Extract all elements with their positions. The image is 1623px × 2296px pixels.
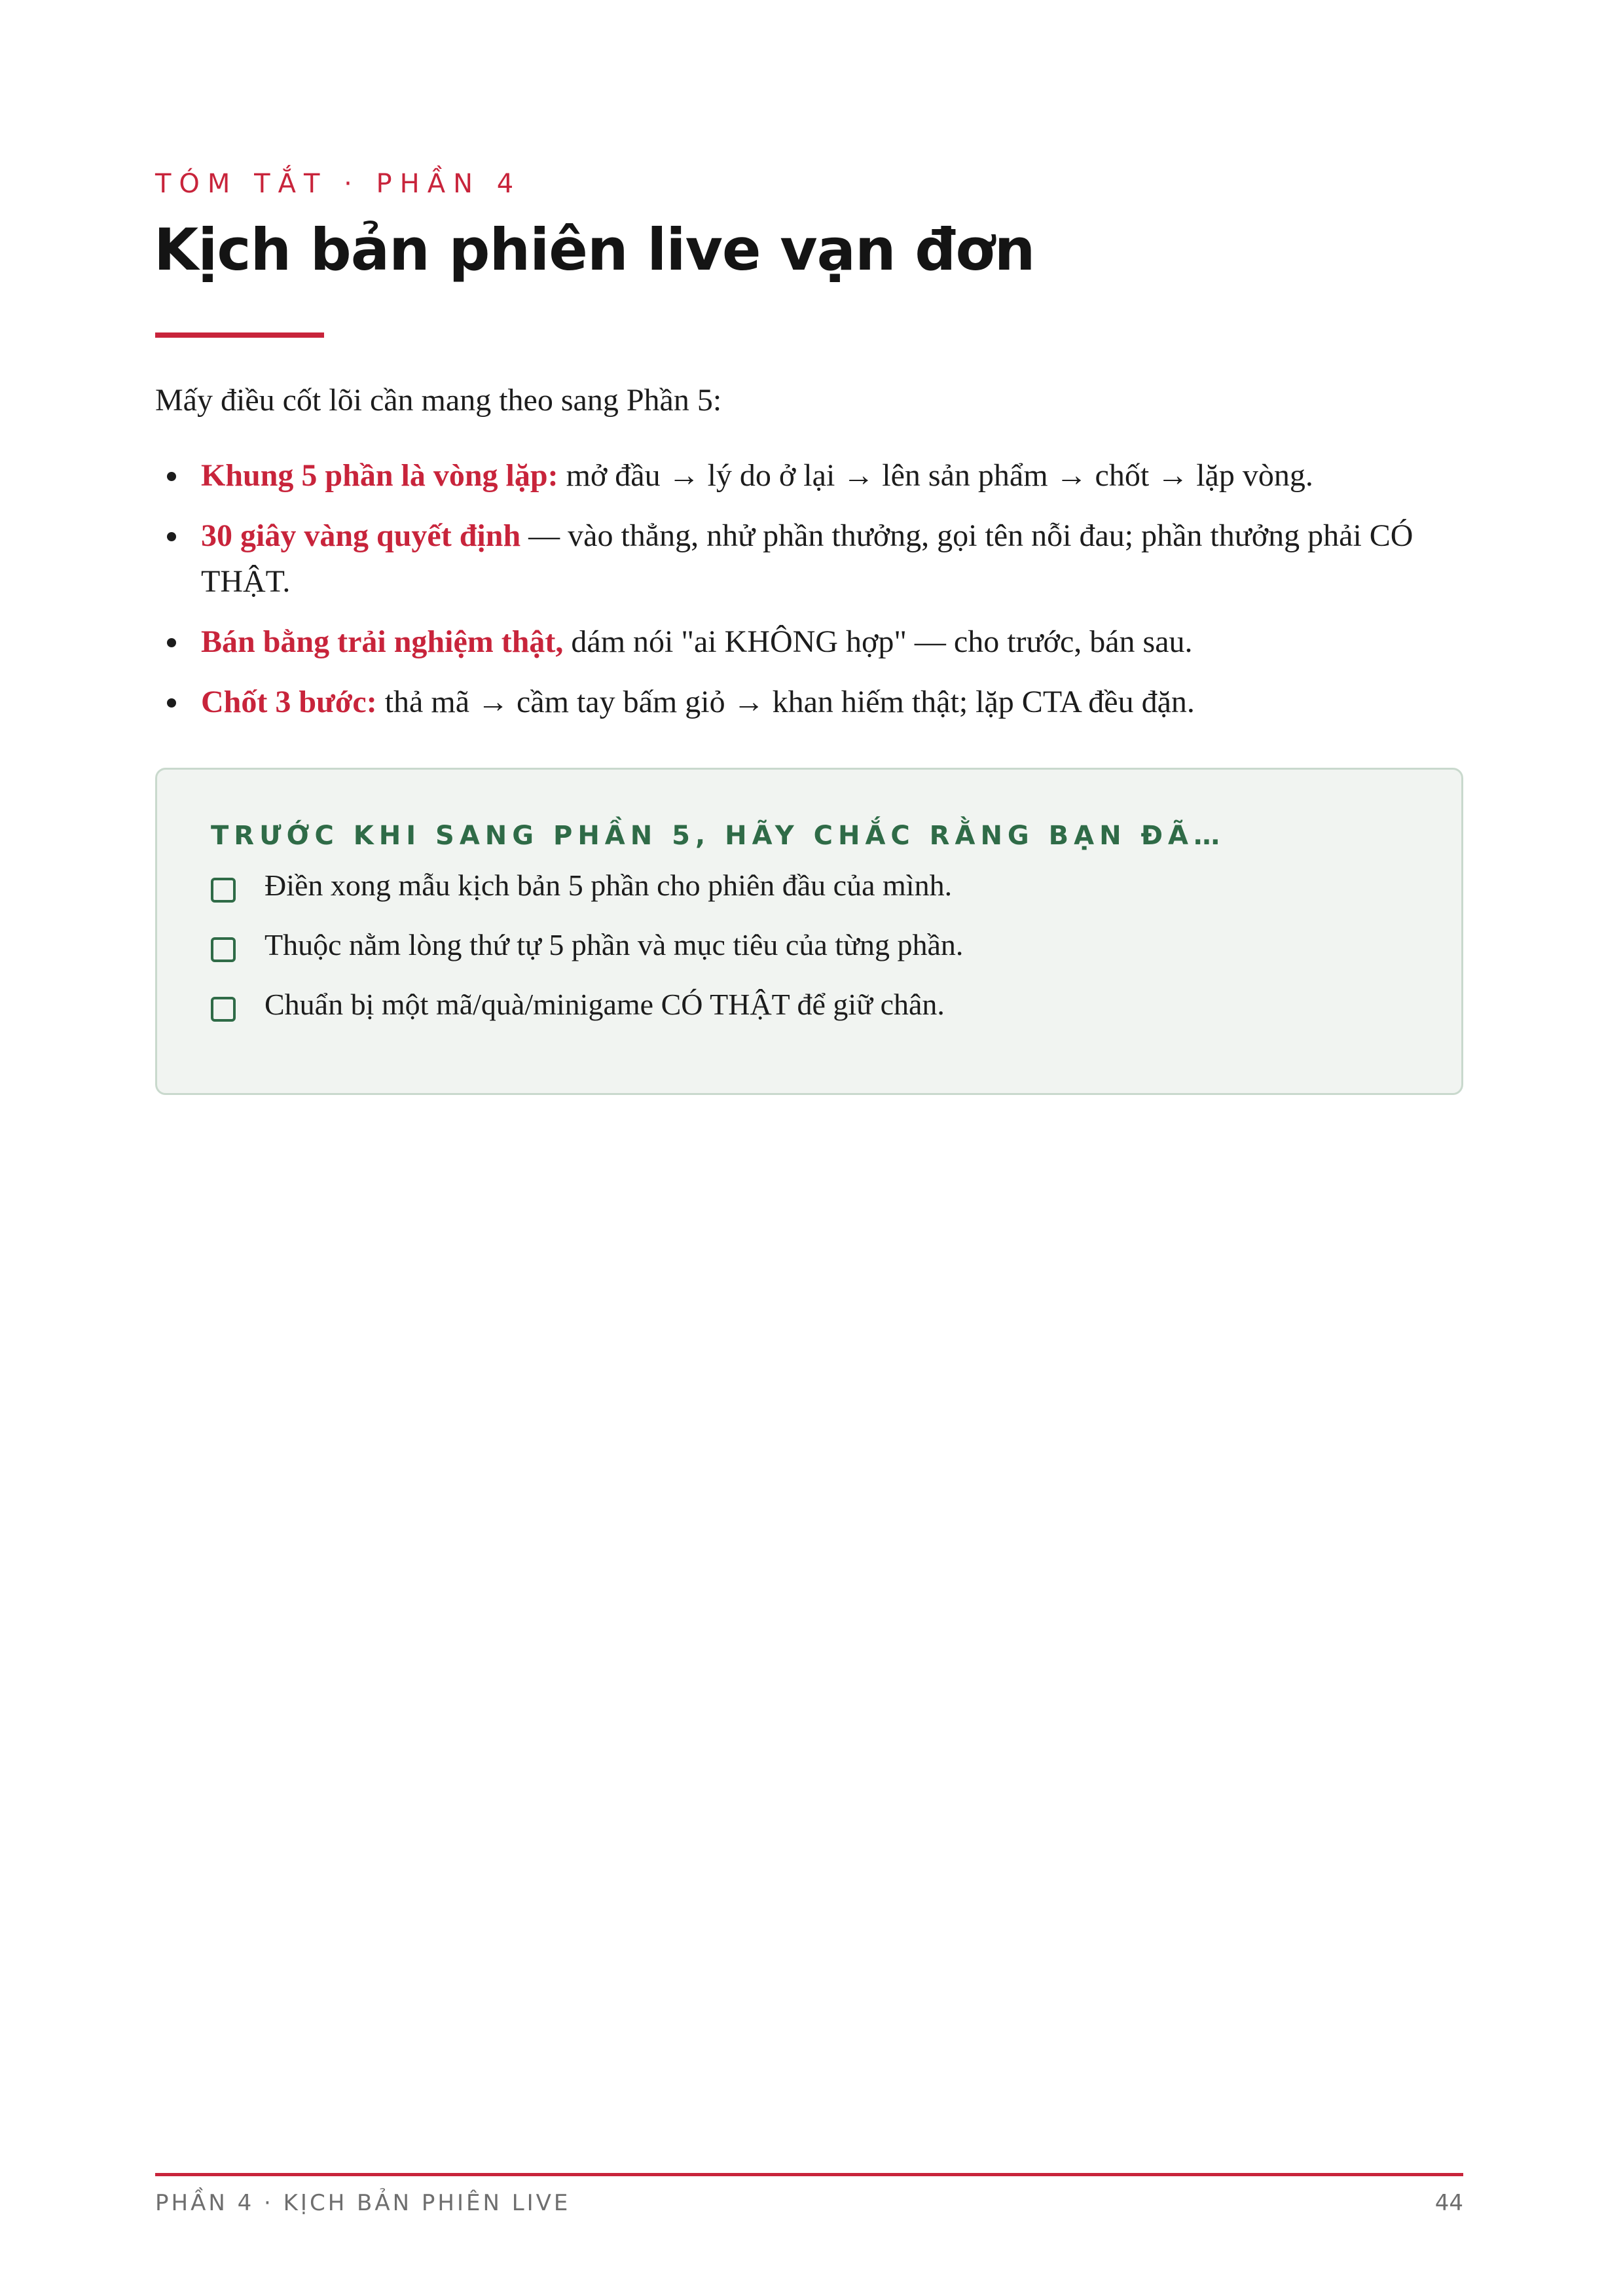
checklist-item-label: Thuộc nằm lòng thứ tự 5 phần và mục tiêu của từng phần. xyxy=(264,928,964,961)
bullet-highlight: 30 giây vàng quyết định xyxy=(201,518,521,553)
bullet-highlight: Bán bằng trải nghiệm thật, xyxy=(201,624,564,659)
section-eyebrow: TÓM TẮT · PHẦN 4 xyxy=(155,169,522,199)
checklist-item-label: Chuẩn bị một mã/quà/minigame CÓ THẬT để giữ chân. xyxy=(264,988,945,1021)
list-item xyxy=(155,679,1458,725)
bullet-highlight: Chốt 3 bước: xyxy=(201,685,377,719)
bullet-text: dám nói "ai KHÔNG hợp" — cho trước, bán sau. xyxy=(563,624,1193,659)
bullet-text: mở đầu → lý do ở lại → lên sản phẩm → chốt → lặp vòng. xyxy=(558,458,1313,493)
bullet-icon xyxy=(167,638,176,647)
bullet-icon xyxy=(167,532,176,541)
checkbox[interactable] xyxy=(211,937,236,962)
footer-section-label: PHẦN 4 · KỊCH BẢN PHIÊN LIVE xyxy=(155,2190,571,2216)
bullet-highlight: Khung 5 phần là vòng lặp: xyxy=(201,458,558,493)
checkbox[interactable] xyxy=(211,878,236,903)
list-item xyxy=(155,513,1458,605)
intro-text: Mấy điều cốt lõi cần mang theo sang Phần 5: xyxy=(155,383,722,418)
list-item xyxy=(155,453,1458,499)
checklist-heading: TRƯỚC KHI SANG PHẦN 5, HÃY CHẮC RẰNG BẠN ĐÃ… xyxy=(211,821,1225,851)
footer-divider xyxy=(155,2173,1463,2176)
checklist-item-label: Điền xong mẫu kịch bản 5 phần cho phiên đầu của mình. xyxy=(264,869,953,902)
page-number: 44 xyxy=(1434,2190,1463,2216)
list-item xyxy=(155,619,1458,665)
bullet-text: thả mã → cầm tay bấm giỏ → khan hiếm thật; lặp CTA đều đặn. xyxy=(376,685,1195,719)
title-underline xyxy=(155,332,324,338)
bullet-icon xyxy=(167,472,176,481)
bullet-icon xyxy=(167,698,176,708)
checkbox[interactable] xyxy=(211,997,236,1022)
page-title: Kịch bản phiên live vạn đơn xyxy=(154,216,1035,283)
key-points-list xyxy=(155,453,1458,740)
bullet-text: — vào thẳng, nhử phần thưởng, gọi tên nỗi đau; phần thưởng phải CÓ THẬT. xyxy=(201,518,1413,599)
checklist-panel xyxy=(155,768,1463,1095)
